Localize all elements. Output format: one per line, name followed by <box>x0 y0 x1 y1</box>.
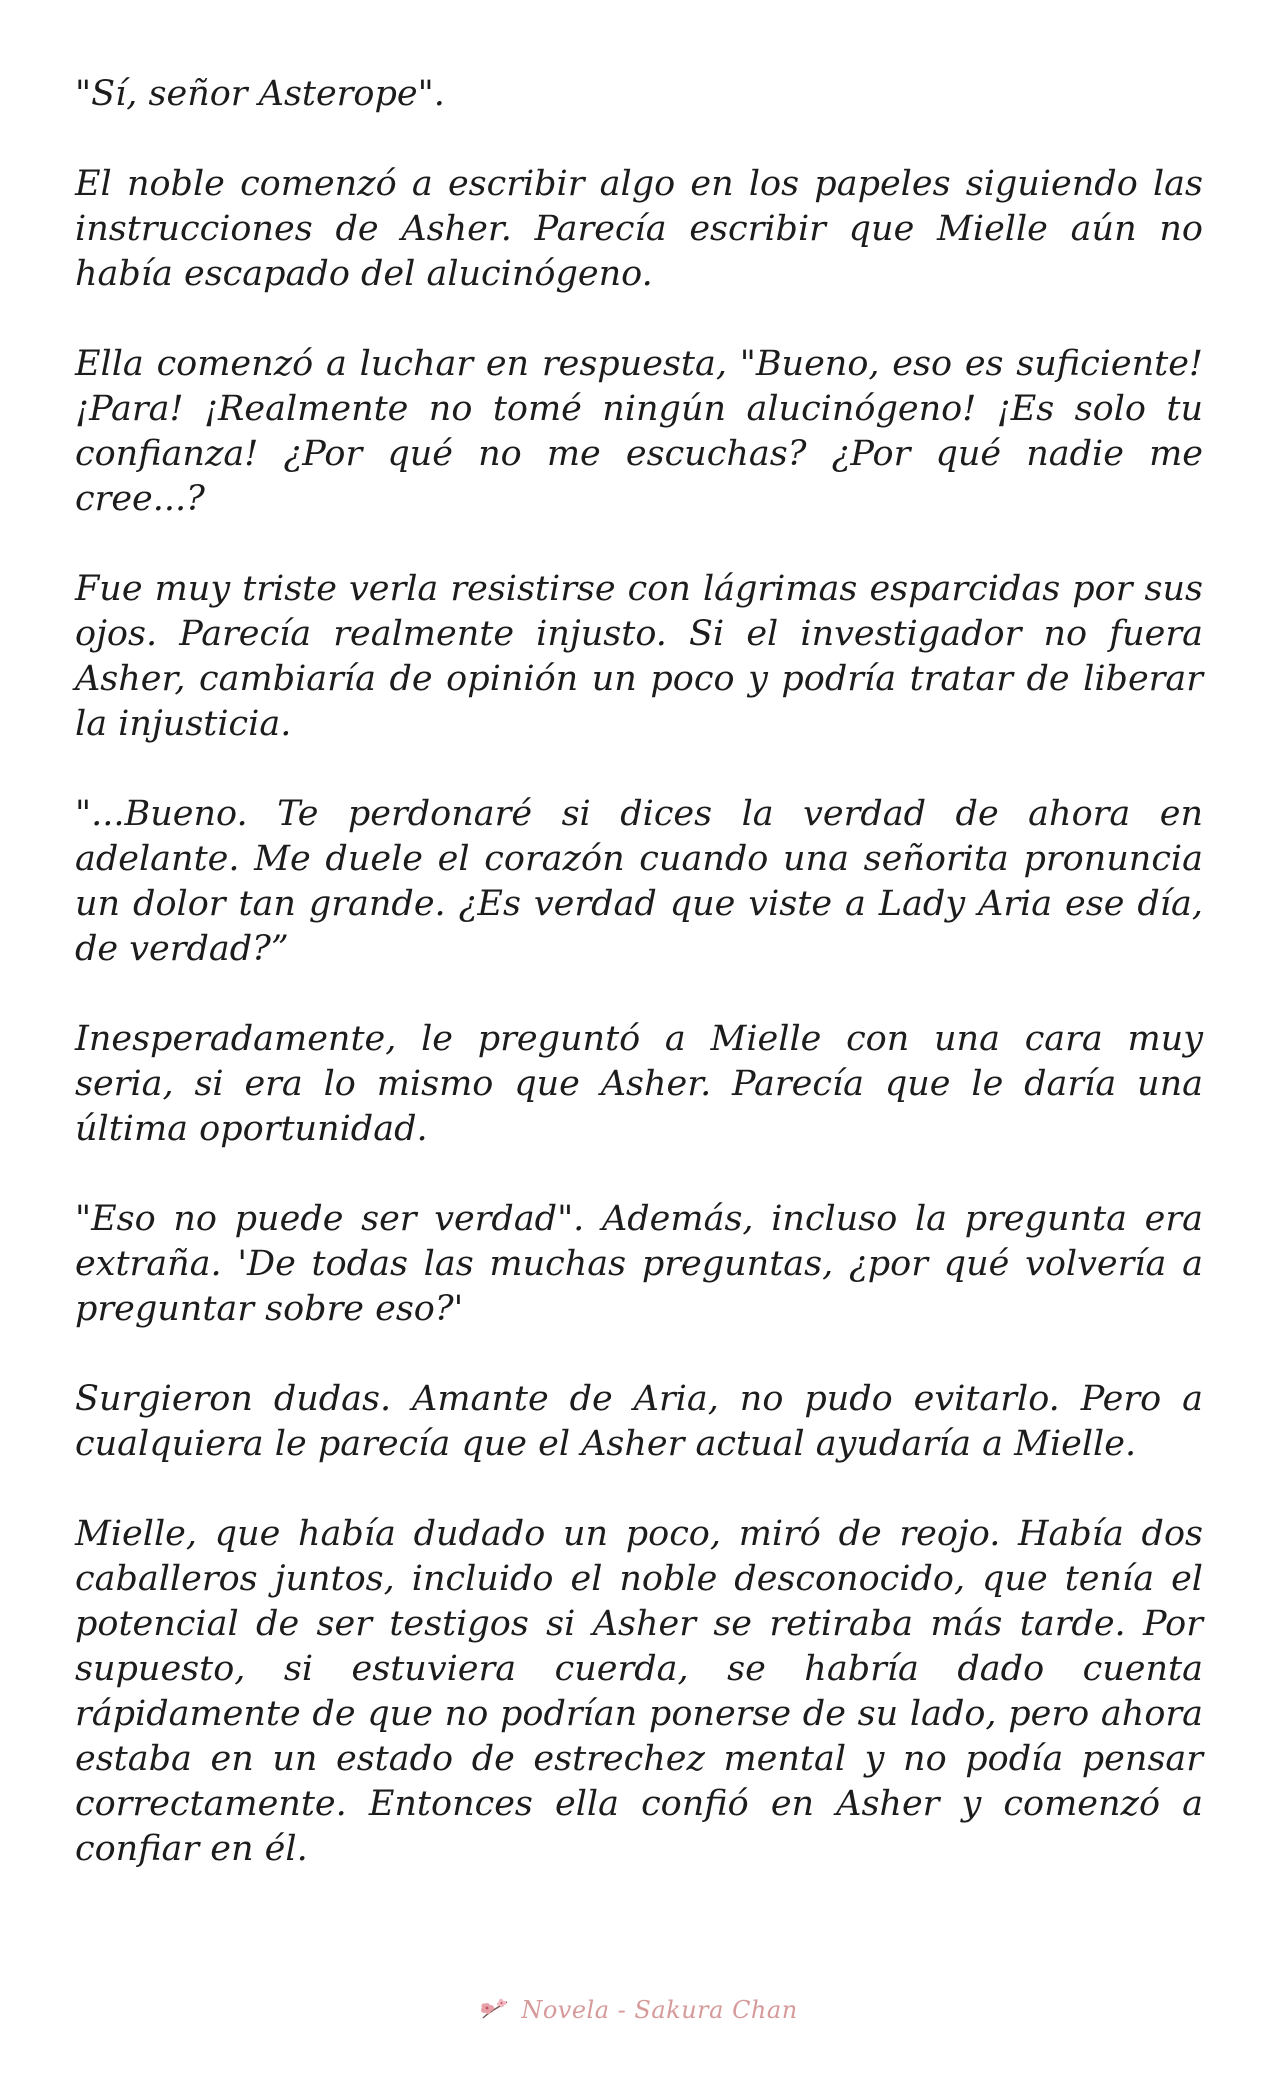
paragraph-3: Ella comenzó a luchar en respuesta, "Bueno, eso es suficiente! ¡Para! ¡Realmente no tomé ningún alucinógeno! ¡Es solo tu confianza! ¿Por qué no me escuchas? ¿Por qué nadie me cree...? <box>75 344 1203 519</box>
watermark-text: Novela - Sakura Chan <box>521 1996 798 2024</box>
paragraph-1: "Sí, señor Asterope". <box>75 74 445 114</box>
paragraph-5: "...Bueno. Te perdonaré si dices la verdad de ahora en adelante. Me duele el corazón cuando una señorita pronuncia un dolor tan grande. ¿Es verdad que viste a Lady Aria ese día, de verdad?” <box>75 794 1203 969</box>
sakura-blossom-icon <box>477 1996 511 2024</box>
paragraph-2: El noble comenzó a escribir algo en los papeles siguiendo las instrucciones de Asher. Parecía escribir que Mielle aún no había escapado del alucinógeno. <box>75 164 1203 294</box>
paragraph-4: Fue muy triste verla resistirse con lágrimas esparcidas por sus ojos. Parecía realmente injusto. Si el investigador no fuera Asher, cambiaría de opinión un poco y podría tratar de liberar la injusticia. <box>75 569 1203 744</box>
paragraph-7: "Eso no puede ser verdad". Además, incluso la pregunta era extraña. 'De todas las muchas preguntas, ¿por qué volvería a preguntar sobre eso?' <box>75 1199 1203 1329</box>
watermark-footer <box>0 1990 1275 2030</box>
paragraph-6: Inesperadamente, le preguntó a Mielle con una cara muy seria, si era lo mismo que Asher. Parecía que le daría una última oportunidad. <box>75 1019 1203 1149</box>
watermark <box>477 1996 797 2024</box>
paragraph-9: Mielle, que había dudado un poco, miró de reojo. Había dos caballeros juntos, incluido el noble desconocido, que tenía el potencial de ser testigos si Asher se retiraba más tarde. Por supuesto, si estuviera cuerda, se habría dado cuenta rápidamente de que no podrían ponerse de su lado, pero ahora estaba en un estado de estrechez mental y no podía pensar correctamente. Entonces ella confió en Asher y comenzó a confiar en él. <box>75 1514 1203 1869</box>
document-body <box>75 72 1203 1917</box>
paragraph-8: Surgieron dudas. Amante de Aria, no pudo evitarlo. Pero a cualquiera le parecía que el Asher actual ayudaría a Mielle. <box>75 1379 1203 1464</box>
